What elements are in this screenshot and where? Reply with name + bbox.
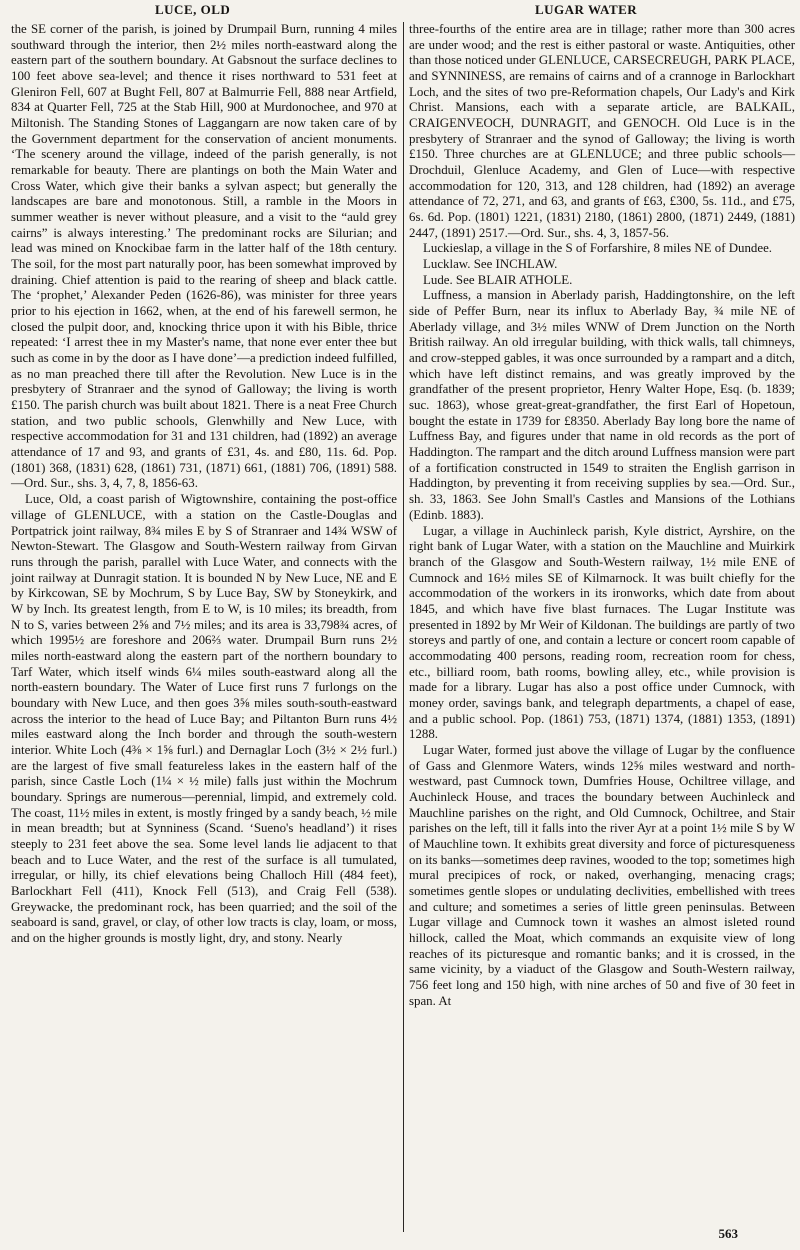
entry-lude: Lude. See BLAIR ATHOLE. <box>423 272 573 287</box>
entry-luffness: Luffness, a mansion in Aberlady parish, Haddingtonshire, on the left side of Peffer Burn, near its influx to Aberlady Bay, ¾ mile NE of Aberlady village, and 3½ miles WNW of Drem Junction on the North British railway. An old irregular building, with thick walls, tall chimneys, and crow-stepped gables, it was once surrounded by a rampart and a ditch, which have left distinct remains, and was greatly improved by the grandfather of the present proprietor, Henry Walter Hope, Esq. (b. 1839; suc. 1863), whose great-great-grandfather, the first Earl of Hopetoun, bought the estate in 1739 for £8350. Aberlady Bay long bore the name of Luffness Bay, and figures under that name in old records as the port of Haddington. The rampart and the ditch around Luffness mansion were part of a fortification constructed in 1549 to straiten the English garrison in Haddington, by preventing it from receiving supplies by sea.—Ord. Sur., sh. 33, 1863. See John Small's Castles and Mansions of the Lothians (Edinb. 1883). <box>409 288 795 522</box>
running-head-left: LUCE, OLD <box>155 2 231 17</box>
entry-luce-old: Luce, Old, a coast parish of Wigtownshire, containing the post-office village of GLENLUCE, with a station on the Castle-Douglas and Portpatrick joint railway, 8¾ miles E by S of Stranraer and 14¾ WSW of Newton-Stewart. The Glasgow and South-Western railway from Girvan runs through the parish, parallel with Luce Water, and connects with the joint railway at Dunragit station. It is bounded N by New Luce, NE and E by Kirkcowan, SE by Mochrum, S by Luce Bay, SW by Stoneykirk, and W by Inch. Its greatest length, from E to W, is 10 miles; its breadth, from N to S, varies between 2⅝ and 7½ miles; and its area is 33,798¾ acres, of which 1995½ are foreshore and 206⅔ water. Drumpail Burn runs 2½ miles north-eastward along the eastern part of the northern boundary to Tarf Water, which itself winds 6¼ miles south-eastward along all the north-eastern boundary. The Water of Luce first runs 7 furlongs on the boundary with New Luce, and then goes 3⅝ miles south-south-eastward across the interior to the head of Luce Bay; and Piltanton Burn runs 4½ miles eastward along the Inch border and through the south-western interior. White Loch (4⅜ × 1⅝ furl.) and Dernaglar Loch (3½ × 2½ furl.) are the largest of five small featureless lakes in the eastern half of the parish, since Castle Loch (1¼ × ½ mile) falls just within the Mochrum boundary. Springs are numerous—perennial, limpid, and extremely cold. The coast, 11½ miles in extent, is mostly fringed by a sandy beach, ½ mile in mean breadth; but at Synniness (Scand. ‘Sueno's headland’) it rises steeply to 231 feet above the sea. Some level lands lie adjacent to that beach and to Luce Water, and the rest of the surface is all tumulated, irregular, or hilly, its chief elevations being Challoch Hill (484 feet), Barlockhart Fell (411), Knock Fell (513), and Craig Fell (538). Greywacke, the predominant rock, has been quarried; and the soil of the seaboard is sand, gravel, or clay, of other low tracts is clay, loam, or moss, and on the higher grounds is mostly light, dry, and stony. Nearly <box>11 492 397 945</box>
left-column <box>11 22 397 947</box>
entry-lucklaw: Lucklaw. See INCHLAW. <box>423 257 558 272</box>
entry-lugar-water: Lugar Water, formed just above the village of Lugar by the confluence of Gass and Glenmore Waters, winds 12⅝ miles westward and north-westward, past Cumnock town, Dumfries House, Ochiltree village, and Auchinleck House, and traces the boundary between Auchinleck and Mauchline parishes on the right, and Old Cumnock, Ochiltree, and Stair parishes on the left, till it falls into the river Ayr at a point 1½ mile S by W of Mauchline town. It exhibits great diversity and force of picturesqueness on its banks—sometimes deep ravines, wooded to the top; sometimes high mural precipices of rock, or naked, overhanging, menacing crags; sometimes gentle slopes or undulating declivities, embellished with trees and culture; and sometimes a series of little green peninsulas. Between Lugar village and Cumnock town it washes an almost isleted round hillock, called the Moat, which commands an exquisite view of long reaches of its picturesque and romantic banks; and it is crossed, in the same vicinity, by a viaduct of the Glasgow and South-Western railway, 756 feet long and 150 high, with nine arches of 50 and five of 30 feet in span. At <box>409 742 795 1008</box>
entry-new-luce-continued: the SE corner of the parish, is joined by Drumpail Burn, running 4 miles southward through the interior, then 2½ miles north-eastward along the eastern part of the southern boundary. At Gabsnout the surface declines to 100 feet above sea-level; and thence it rises northward to 531 feet at Gleniron Fell, 607 at Bught Fell, 807 at Balmurrie Fell, 888 near Artfield, 834 at Quarter Fell, 725 at the Stab Hill, 900 at Murdonochee, and 970 at Miltonish. The Standing Stones of Laggangarn are now taken care of by the Government department for the conservation of ancient monuments. ‘The scenery around the village, indeed of the parish generally, is not remarkable for beauty. There are plantings on both the Main Water and Cross Water, which give their banks a sylvan aspect; but generally the landscapes are bare and monotonous. Still, a ramble in the Moors in summer weather is never without pleasure, and a visit to the “auld grey cairns” is always interesting.’ The predominant rocks are Silurian; and lead was mined on Knockibae farm in the latter half of the 18th century. The soil, for the most part naturally poor, has been somewhat improved by draining. Chief attention is paid to the rearing of sheep and black cattle. The ‘prophet,’ Alexander Peden (1626-86), was minister for three years prior to his ejection in 1662, when, at the end of his farewell sermon, he closed the pulpit door, and, knocking thrice upon it with his Bible, thrice repeated: ‘I arrest thee in my Master's name, that none ever enter thee but such as come in by the door as I have done’—a prediction indeed fulfilled, as no man preached there till after the Revolution. New Luce is in the presbytery of Stranraer and the synod of Galloway; the living is worth £150. The parish church was built about 1821. There is a neat Free Church station, and two public schools, Glenwhilly and New Luce, with respective accommodation for 31 and 131 children, had (1892) an average attendance of 17 and 93, and grants of £31, 4s. and £80, 11s. 6d. Pop. (1801) 368, (1831) 628, (1861) 731, (1871) 661, (1881) 706, (1891) 588.—Ord. Sur., shs. 3, 4, 7, 8, 1856-63. <box>11 22 397 491</box>
column-divider <box>403 22 404 1232</box>
entry-luckieslap: Luckieslap, a village in the S of Forfarshire, 8 miles NE of Dundee. <box>423 241 773 256</box>
entry-luce-old-continued: three-fourths of the entire area are in tillage; rather more than 300 acres are under wood; and the rest is either pastoral or waste. Antiquities, other than those noticed under GLENLUCE, CARSECREUGH, PARK PLACE, and SYNNINESS, are remains of cairns and of a crannoge in Barlockhart Loch, and the sites of two pre-Reformation chapels, Our Lady's and Kirk Christ. Mansions, each with a separate article, are BALKAIL, CRAIGENVEOCH, DUNRAGIT, and GENOCH. Old Luce is in the presbytery of Stranraer and the synod of Galloway; the living is worth £150. Three churches are at GLENLUCE; and three public schools—Drochduil, Glenluce Academy, and Glen of Luce—with respective accommodation for 120, 313, and 128 children, had (1892) an average attendance of 72, 271, and 63, and grants of £63, £300, 5s. 11d., and £75, 6s. 6d. Pop. (1801) 1221, (1831) 2180, (1861) 2800, (1871) 2449, (1881) 2447, (1891) 2517.—Ord. Sur., shs. 4, 3, 1857-56. <box>409 22 795 240</box>
page-number: 563 <box>718 1226 738 1241</box>
right-column <box>409 22 795 1009</box>
entry-lugar: Lugar, a village in Auchinleck parish, Kyle district, Ayrshire, on the right bank of Lugar Water, with a station on the Mauchline and Muirkirk branch of the Glasgow and South-Western railway, 1½ mile ENE of Cumnock and 16½ miles SE of Kilmarnock. It was built chiefly for the accommodation of the workers in its ironworks, which date from about 1845, and which have five blast furnaces. The Lugar Institute was presented in 1892 by Mr Weir of Kildonan. The buildings are partly of two storeys and partly of one, and contain a lecture or concert room capable of accommodating 400 persons, reading room, recreation room for chess, etc., billiard room, bath rooms, bowling alley, etc., while provision is made for a library. Lugar has also a post office under Cumnock, with money order, savings bank, and telegraph departments, a chapel of ease, and a public school. Pop. (1861) 753, (1871) 1374, (1881) 1353, (1891) 1288. <box>409 523 795 742</box>
running-head-right: LUGAR WATER <box>535 2 638 17</box>
